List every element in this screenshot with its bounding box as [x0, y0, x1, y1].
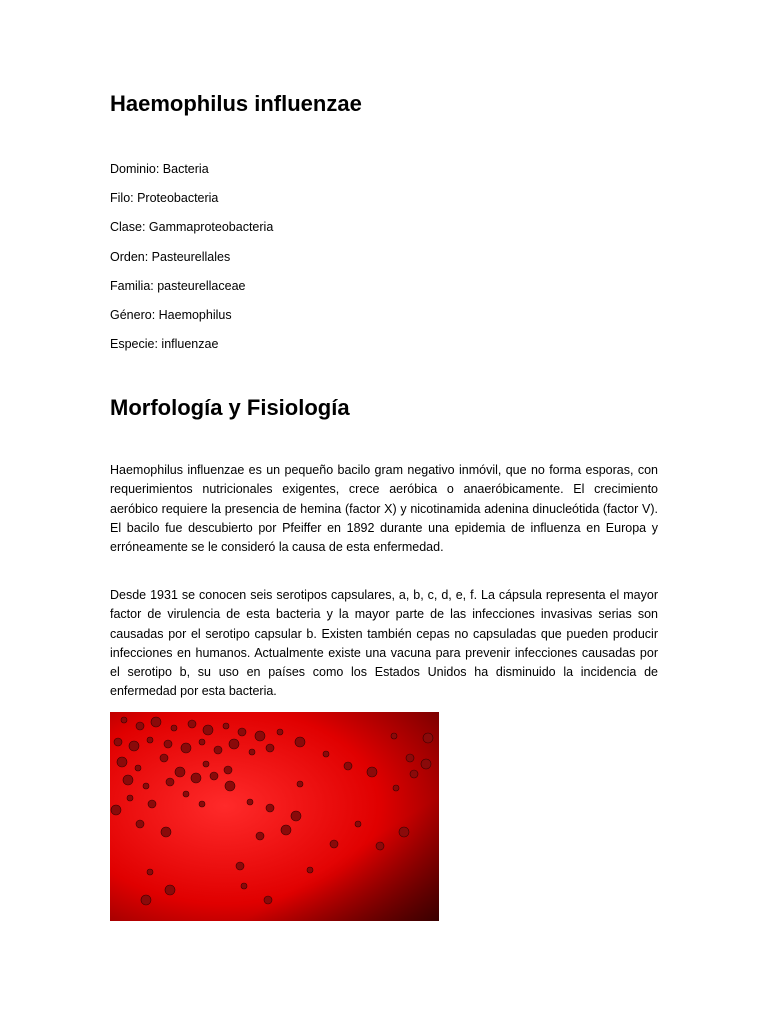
colony-dot	[399, 827, 409, 837]
taxonomy-list	[110, 160, 273, 364]
colony-dot	[323, 751, 329, 757]
colony-dot	[330, 840, 338, 848]
colony-dot	[165, 885, 175, 895]
colony-dot	[376, 842, 384, 850]
colony-dot	[171, 725, 177, 731]
colony-dot	[277, 729, 283, 735]
colony-dot	[256, 832, 264, 840]
page-title: Haemophilus influenzae	[110, 91, 362, 116]
colony-dot	[114, 738, 122, 746]
colony-dot	[295, 737, 305, 747]
colony-dot	[161, 827, 171, 837]
colony-dot	[281, 825, 291, 835]
colony-dot	[255, 731, 265, 741]
colony-dot	[136, 820, 144, 828]
colony-dot	[148, 800, 156, 808]
colony-dot	[160, 754, 168, 762]
taxonomy-item-filo: Filo: Proteobacteria	[110, 191, 219, 206]
colony-dot	[406, 754, 414, 762]
colony-dot	[241, 883, 247, 889]
colony-dot	[229, 739, 239, 749]
colony-dot	[166, 778, 174, 786]
section-heading-morfologia: Morfología y Fisiología	[110, 395, 350, 420]
paragraph-serotipos: Desde 1931 se conocen seis serotipos capsulares, a, b, c, d, e, f. La cápsula representa el mayor factor de virulencia de esta bacteria y la mayor parte de las infecciones invasivas serias son causadas por el serotipo capsular b. Existen también cepas no capsuladas que pueden producir infecciones en humanos. Actualmente existe una vacuna para prevenir infecciones causadas por el serotipo b, su uso en países como los Estados Unidos ha disminuido la incidencia de enfermedad por esta bacteria.	[110, 588, 658, 699]
colony-dot	[238, 728, 246, 736]
colony-dot	[147, 869, 153, 875]
colony-dot	[143, 783, 149, 789]
taxonomy-item-clase: Clase: Gammaproteobacteria	[110, 220, 274, 235]
taxonomy-item-especie: Especie: influenzae	[110, 337, 219, 352]
colony-dot	[214, 746, 222, 754]
colony-dot	[199, 739, 205, 745]
colony-dot	[183, 791, 189, 797]
colony-dot	[236, 862, 244, 870]
colony-dot	[224, 766, 232, 774]
taxonomy-item-familia: Familia: pasteurellaceae	[110, 278, 246, 293]
colony-dot	[188, 720, 196, 728]
colony-dot	[410, 770, 418, 778]
colony-dot	[121, 717, 127, 723]
colony-dot	[266, 804, 274, 812]
colony-dot	[291, 811, 301, 821]
bacteria-colonies-photo	[110, 712, 439, 921]
colony-dot	[421, 759, 431, 769]
colony-dot	[123, 775, 133, 785]
colony-dot	[266, 744, 274, 752]
colony-dot	[423, 733, 433, 743]
taxonomy-item-genero: Género: Haemophilus	[110, 307, 232, 322]
colony-dot	[393, 785, 399, 791]
colony-dot	[129, 741, 139, 751]
paragraph-morfologia: Haemophilus influenzae es un pequeño bacilo gram negativo inmóvil, que no forma esporas, con requerimientos nutricionales exigentes, crece aeróbica o anaeróbicamente. El crecimiento aeróbico requiere la presencia de hemina (factor X) y nicotinamida adenina dinucleótida (factor V). El bacilo fue descubierto por Pfeiffer en 1892 durante una epidemia de influenza en Europa y erróneamente se le consideró la causa de esta enfermedad.	[110, 463, 658, 555]
taxonomy-item-dominio: Dominio: Bacteria	[110, 162, 209, 176]
colony-dot	[117, 757, 127, 767]
colony-dot	[203, 725, 213, 735]
colony-dot	[225, 781, 235, 791]
agar-shadow	[110, 712, 439, 921]
colony-dot	[264, 896, 272, 904]
colony-dot	[247, 799, 253, 805]
colony-dot	[191, 773, 201, 783]
colony-dot	[175, 767, 185, 777]
colony-dot	[297, 781, 303, 787]
colony-dot	[136, 722, 144, 730]
colony-dot	[147, 737, 153, 743]
colony-dot	[111, 805, 121, 815]
colony-dot	[164, 740, 172, 748]
colony-dot	[249, 749, 255, 755]
colony-dot	[307, 867, 313, 873]
colony-dot	[135, 765, 141, 771]
colony-dot	[141, 895, 151, 905]
colony-dot	[367, 767, 377, 777]
colony-dot	[223, 723, 229, 729]
colony-dot	[151, 717, 161, 727]
taxonomy-item-orden: Orden: Pasteurellales	[110, 249, 231, 264]
colony-dot	[355, 821, 361, 827]
colony-dot	[199, 801, 205, 807]
colony-dot	[210, 772, 218, 780]
colony-dot	[181, 743, 191, 753]
colony-dot	[203, 761, 209, 767]
colony-dot	[127, 795, 133, 801]
colony-dot	[391, 733, 397, 739]
colony-dot	[344, 762, 352, 770]
